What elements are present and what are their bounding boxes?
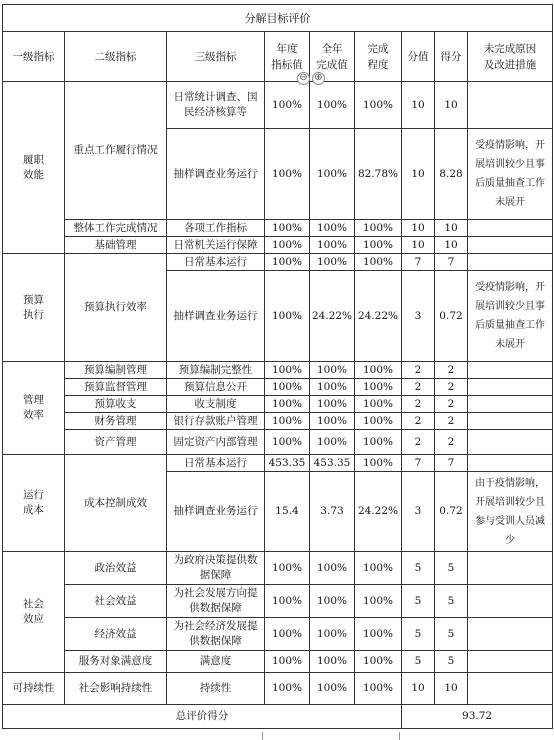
rate-cell: 100% <box>355 585 402 618</box>
target-cell: 100% <box>265 220 310 237</box>
level3-cell: 抽样调查业务运行 <box>167 472 265 552</box>
reason-cell: 受疫情影响，开展培训较少且事后质量抽查工作未展开 <box>468 271 553 362</box>
rate-cell: 100% <box>355 82 402 129</box>
actual-cell: 100% <box>310 237 355 254</box>
section-performance: 履职 效能 <box>3 82 65 254</box>
score-value-cell: 5 <box>402 618 435 651</box>
score-value-cell: 2 <box>402 379 435 396</box>
target-cell: 100% <box>265 271 310 362</box>
target-cell: 100% <box>265 254 310 271</box>
reason-cell <box>468 379 553 396</box>
total-row <box>3 705 553 729</box>
rate-cell: 100% <box>355 362 402 379</box>
score-value-cell: 3 <box>402 271 435 362</box>
total-value: 93.72 <box>402 705 553 729</box>
col-header-rate: 完成 程度 <box>355 32 402 82</box>
reason-cell <box>468 585 553 618</box>
target-cell: 100% <box>265 396 310 413</box>
score-value-cell: 5 <box>402 651 435 673</box>
actual-cell: 100% <box>310 129 355 220</box>
reason-cell <box>468 430 553 455</box>
score-cell: 5 <box>435 651 468 673</box>
level3-cell: 固定资产内部管理 <box>167 430 265 455</box>
score-value-cell: 2 <box>402 362 435 379</box>
level2-overall: 整体工作完成情况 <box>65 220 167 237</box>
score-cell: 10 <box>435 82 468 129</box>
col-header-score-value: 分值 <box>402 32 435 82</box>
rate-cell: 100% <box>355 552 402 585</box>
table-title: 分解目标评价 <box>3 5 553 32</box>
table-row <box>3 618 553 651</box>
level2-key-tasks: 重点工作履行情况 <box>65 82 167 220</box>
score-cell: 5 <box>435 618 468 651</box>
score-cell: 2 <box>435 362 468 379</box>
actual-cell: 100% <box>310 379 355 396</box>
level2-budget-income: 预算收支 <box>65 396 167 413</box>
rate-cell: 100% <box>355 254 402 271</box>
table-row <box>3 82 553 129</box>
level3-cell: 日常基本运行 <box>167 254 265 271</box>
rate-cell: 100% <box>355 430 402 455</box>
section-management: 管理 效率 <box>3 362 65 455</box>
score-cell: 10 <box>435 237 468 254</box>
target-cell: 100% <box>265 362 310 379</box>
table-row <box>3 220 553 237</box>
score-value-cell: 2 <box>402 430 435 455</box>
target-cell: 100% <box>265 552 310 585</box>
actual-cell: 100% <box>310 220 355 237</box>
target-cell: 453.35 <box>265 455 310 472</box>
page-break-mark <box>399 732 400 740</box>
level2-social-benefit: 社会效益 <box>65 585 167 618</box>
level2-finance-mgmt: 财务管理 <box>65 413 167 430</box>
level3-cell: 抽样调查业务运行 <box>167 129 265 220</box>
reason-cell <box>468 220 553 237</box>
target-cell: 100% <box>265 129 310 220</box>
reason-cell: 由于疫情影响，开展培训较少且参与受训人员减少 <box>468 472 553 552</box>
level2-asset-mgmt: 资产管理 <box>65 430 167 455</box>
table-row <box>3 430 553 455</box>
section-operating-cost: 运行 成本 <box>3 455 65 552</box>
rate-cell: 100% <box>355 673 402 705</box>
score-cell: 10 <box>435 673 468 705</box>
section-budget-exec: 预算 执行 <box>3 254 65 362</box>
target-cell: 100% <box>265 413 310 430</box>
score-value-cell: 2 <box>402 413 435 430</box>
table-row <box>3 413 553 430</box>
score-cell: 8.28 <box>435 129 468 220</box>
table-row <box>3 651 553 673</box>
level3-cell: 为政府决策提供数据保障 <box>167 552 265 585</box>
level2-budget-supv: 预算监督管理 <box>65 379 167 396</box>
actual-cell: 453.35 <box>310 455 355 472</box>
level3-cell: 收支制度 <box>167 396 265 413</box>
target-cell: 100% <box>265 237 310 254</box>
section-sustain: 可持续性 <box>3 673 65 705</box>
target-cell: 100% <box>265 82 310 129</box>
table-row <box>3 396 553 413</box>
score-cell: 5 <box>435 552 468 585</box>
rate-cell: 100% <box>355 396 402 413</box>
actual-cell: 24.22% <box>310 271 355 362</box>
level3-cell: 日常基本运行 <box>167 455 265 472</box>
score-value-cell: 2 <box>402 396 435 413</box>
score-cell: 0.72 <box>435 271 468 362</box>
level3-cell: 各项工作指标 <box>167 220 265 237</box>
table-row <box>3 552 553 585</box>
score-cell: 2 <box>435 379 468 396</box>
score-value-cell: 10 <box>402 673 435 705</box>
target-cell: 100% <box>265 430 310 455</box>
col-header-level1: 一级指标 <box>3 32 65 82</box>
level3-cell: 抽样调查业务运行 <box>167 271 265 362</box>
table-row <box>3 455 553 472</box>
target-cell: 15.4 <box>265 472 310 552</box>
level3-cell: 预算编制完整性 <box>167 362 265 379</box>
rate-cell: 24.22% <box>355 472 402 552</box>
level3-cell: 日常统计调查、国民经济核算等 <box>167 82 265 129</box>
actual-cell: 100% <box>310 552 355 585</box>
score-value-cell: 7 <box>402 254 435 271</box>
score-value-cell: 10 <box>402 82 435 129</box>
table-row <box>3 379 553 396</box>
level2-satisfaction: 服务对象满意度 <box>65 651 167 673</box>
reason-cell <box>468 651 553 673</box>
actual-cell: 100% <box>310 673 355 705</box>
reason-cell <box>468 455 553 472</box>
score-cell: 2 <box>435 430 468 455</box>
actual-cell: 3.73 <box>310 472 355 552</box>
level2-economic: 经济效益 <box>65 618 167 651</box>
level2-sustain-impact: 社会影响持续性 <box>65 673 167 705</box>
reason-cell <box>468 673 553 705</box>
page-break-mark <box>262 732 263 740</box>
actual-cell: 100% <box>310 82 355 129</box>
score-value-cell: 5 <box>402 585 435 618</box>
reason-cell <box>468 362 553 379</box>
score-value-cell: 10 <box>402 237 435 254</box>
score-value-cell: 7 <box>402 455 435 472</box>
score-value-cell: 5 <box>402 552 435 585</box>
col-header-level3: 三级指标 <box>167 32 265 82</box>
actual-cell: 100% <box>310 362 355 379</box>
score-cell: 5 <box>435 585 468 618</box>
actual-cell: 100% <box>310 430 355 455</box>
score-value-cell: 3 <box>402 472 435 552</box>
reason-cell <box>468 237 553 254</box>
reason-cell <box>468 552 553 585</box>
target-cell: 100% <box>265 379 310 396</box>
evaluation-table <box>2 4 553 729</box>
reason-cell <box>468 82 553 129</box>
score-cell: 7 <box>435 254 468 271</box>
score-cell: 0.72 <box>435 472 468 552</box>
table-row <box>3 673 553 705</box>
rate-cell: 100% <box>355 413 402 430</box>
target-cell: 100% <box>265 673 310 705</box>
table-row <box>3 362 553 379</box>
level2-budget-prep: 预算编制管理 <box>65 362 167 379</box>
reason-cell <box>468 254 553 271</box>
score-cell: 2 <box>435 413 468 430</box>
col-header-score: 得分 <box>435 32 468 82</box>
col-header-reason: 未完成原因 及改进措施 <box>468 32 553 82</box>
score-cell: 10 <box>435 220 468 237</box>
actual-cell: 100% <box>310 396 355 413</box>
reason-cell <box>468 413 553 430</box>
rate-cell: 100% <box>355 455 402 472</box>
rate-cell: 100% <box>355 651 402 673</box>
table-row <box>3 254 553 271</box>
level3-cell: 为社会发展方向提供数据保障 <box>167 585 265 618</box>
target-cell: 100% <box>265 651 310 673</box>
actual-cell: 100% <box>310 254 355 271</box>
target-cell: 100% <box>265 618 310 651</box>
level3-cell: 持续性 <box>167 673 265 705</box>
level3-cell: 为社会经济发展提供数据保障 <box>167 618 265 651</box>
section-social: 社会 效应 <box>3 552 65 673</box>
header-row <box>3 32 553 82</box>
score-value-cell: 10 <box>402 129 435 220</box>
actual-cell: 100% <box>310 618 355 651</box>
level3-cell: 预算信息公开 <box>167 379 265 396</box>
reason-cell <box>468 618 553 651</box>
level2-cost-ctrl: 成本控制成效 <box>65 455 167 552</box>
rate-cell: 24.22% <box>355 271 402 362</box>
score-value-cell: 10 <box>402 220 435 237</box>
level3-cell: 日常机关运行保障 <box>167 237 265 254</box>
col-header-level2: 二级指标 <box>65 32 167 82</box>
level3-cell: 满意度 <box>167 651 265 673</box>
col-header-target: 年度 指标值 <box>265 32 310 82</box>
table-row <box>3 585 553 618</box>
level2-basic-mgmt: 基础管理 <box>65 237 167 254</box>
rate-cell: 100% <box>355 618 402 651</box>
actual-cell: 100% <box>310 651 355 673</box>
rate-cell: 100% <box>355 237 402 254</box>
target-cell: 100% <box>265 585 310 618</box>
reason-cell <box>468 396 553 413</box>
expand-icon[interactable]: ⊕ <box>312 72 325 85</box>
table-row <box>3 237 553 254</box>
total-label: 总评价得分 <box>3 705 402 729</box>
level3-cell: 银行存款账户管理 <box>167 413 265 430</box>
collapse-icon[interactable]: ⊖ <box>297 72 310 85</box>
level2-budget-rate: 预算执行效率 <box>65 254 167 362</box>
rate-cell: 100% <box>355 220 402 237</box>
score-cell: 7 <box>435 455 468 472</box>
col-header-actual: 全年 完成值 <box>310 32 355 82</box>
reason-cell: 受疫情影响，开展培训较少且事后质量抽查工作未展开 <box>468 129 553 220</box>
level2-political: 政治效益 <box>65 552 167 585</box>
rate-cell: 100% <box>355 379 402 396</box>
actual-cell: 100% <box>310 585 355 618</box>
score-cell: 2 <box>435 396 468 413</box>
rate-cell: 82.78% <box>355 129 402 220</box>
actual-cell: 100% <box>310 413 355 430</box>
